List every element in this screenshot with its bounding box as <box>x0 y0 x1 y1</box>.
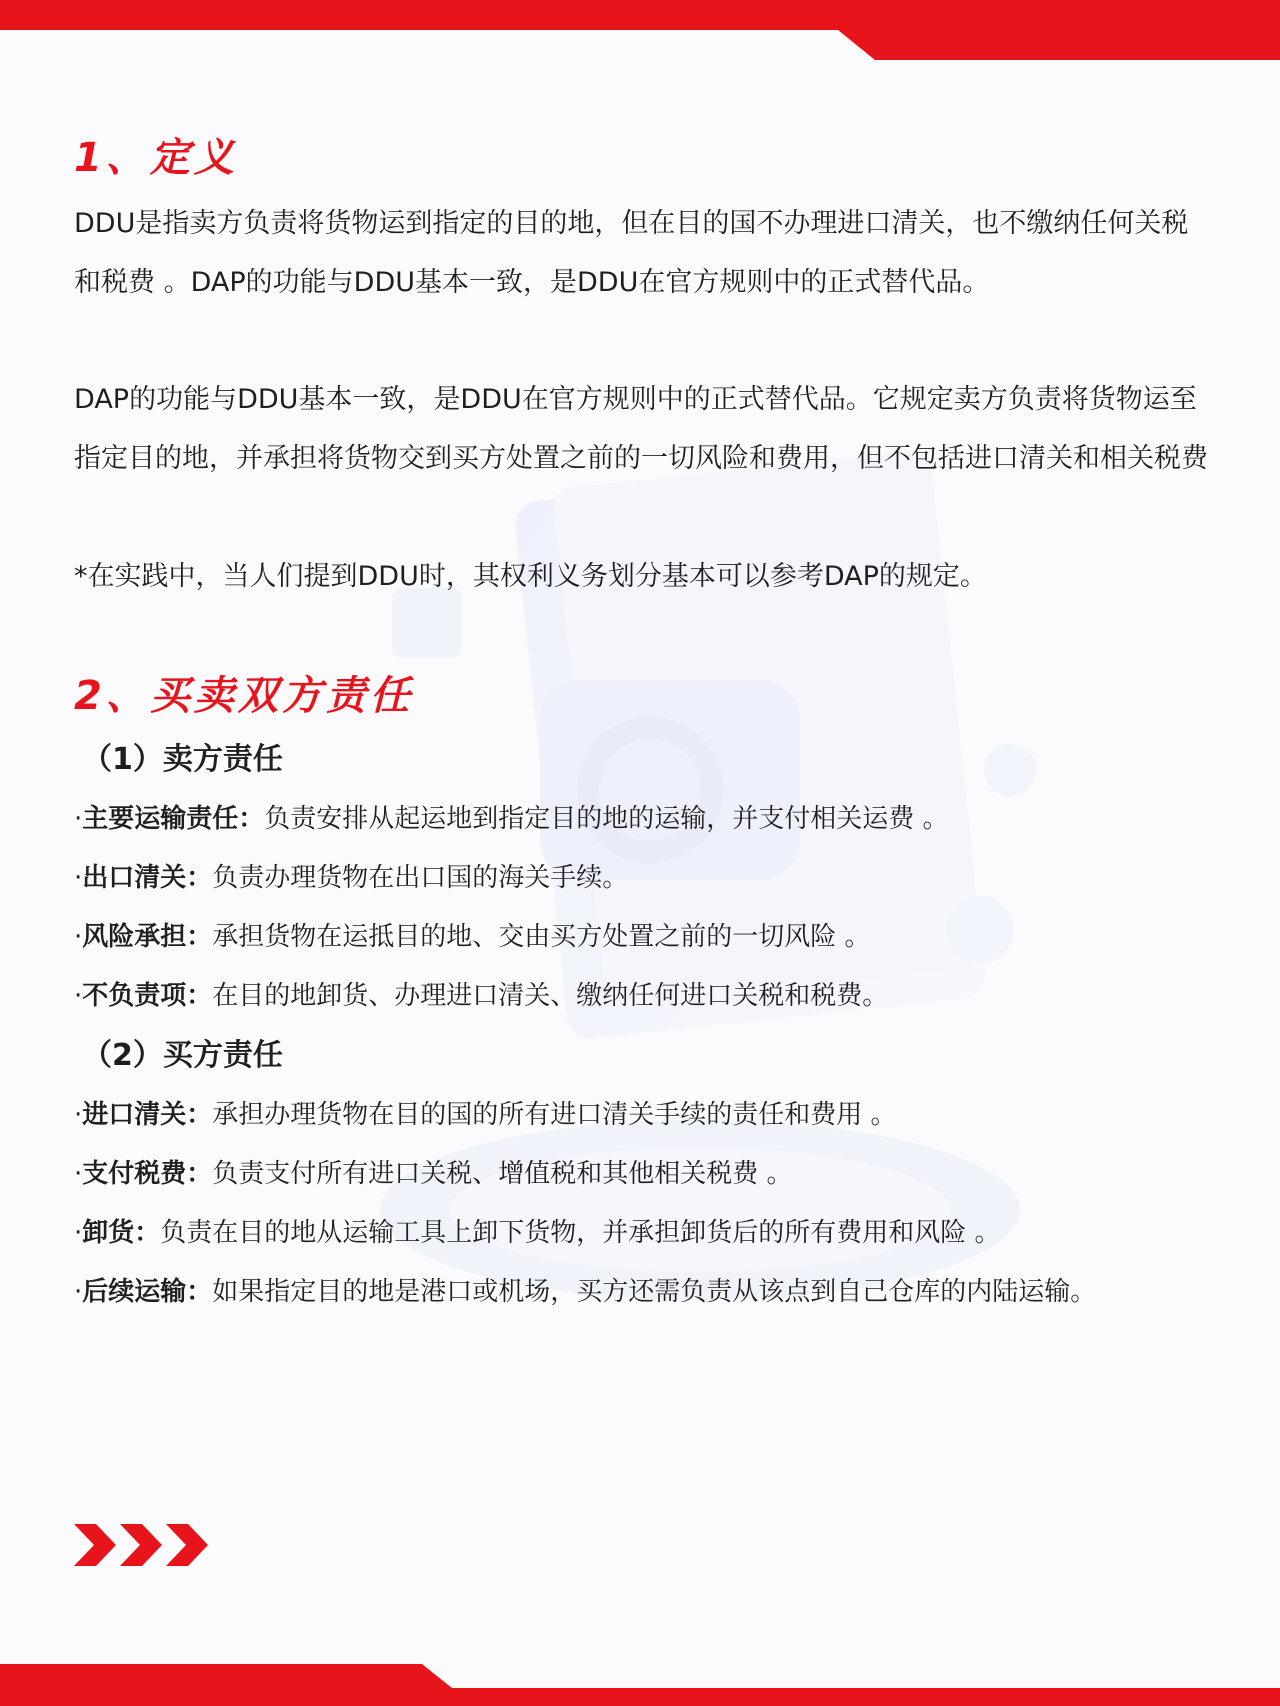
chevron-arrows-icon <box>74 1524 214 1566</box>
item-label: 后续运输： <box>82 1277 213 1307</box>
item-text: 负责安排从起运地到指定目的地的运输，并支付相关运费 。 <box>264 804 949 834</box>
seller-item <box>74 908 1214 967</box>
item-label: 进口清关： <box>82 1100 213 1130</box>
section-title-definition: 1、定义 <box>74 135 238 181</box>
bullet: · <box>74 1218 83 1248</box>
bullet: · <box>74 1100 83 1130</box>
item-label: 出口清关： <box>82 863 213 893</box>
bullet: · <box>74 863 83 893</box>
bullet: · <box>74 1159 83 1189</box>
buyer-item <box>74 1145 1214 1204</box>
item-label: 不负责项： <box>82 981 213 1011</box>
item-text: 负责支付所有进口关税、增值税和其他相关税费 。 <box>212 1159 793 1189</box>
item-text: 负责办理货物在出口国的海关手续。 <box>212 863 629 893</box>
bottom-red-bar <box>0 1650 1280 1706</box>
item-label: 支付税费： <box>82 1159 213 1189</box>
bullet: · <box>74 804 83 834</box>
seller-item <box>74 967 1214 1026</box>
item-label: 主要运输责任： <box>82 804 265 834</box>
bullet: · <box>74 922 83 952</box>
item-label: 风险承担： <box>82 922 213 952</box>
buyer-item <box>74 1204 1214 1263</box>
bullet: · <box>74 1277 83 1307</box>
item-text: 承担办理货物在目的国的所有进口清关手续的责任和费用 。 <box>212 1100 897 1130</box>
buyer-item <box>74 1086 1214 1145</box>
section-title-responsibilities: 2、买卖双方责任 <box>74 673 414 719</box>
subsection-title-buyer: （2）买方责任 <box>82 1038 283 1073</box>
item-text: 承担货物在运抵目的地、交由买方处置之前的一切风险 。 <box>212 922 871 952</box>
item-label: 卸货： <box>82 1218 161 1248</box>
definition-paragraph-2: DAP的功能与DDU基本一致，是DDU在官方规则中的正式替代品。它规定卖方负责将货物运至指定目的地，并承担将货物交到买方处置之前的一切风险和费用，但不包括进口清关和相关税费 <box>74 384 1208 474</box>
subsection-title-seller: （1）卖方责任 <box>82 742 283 777</box>
bullet: · <box>74 981 83 1011</box>
definition-paragraph-1: DDU是指卖方负责将货物运到指定的目的地，但在目的国不办理进口清关，也不缴纳任何关税和税费 。DAP的功能与DDU基本一致，是DDU在官方规则中的正式替代品。 <box>74 208 1189 298</box>
item-text: 如果指定目的地是港口或机场，买方还需负责从该点到自己仓库的内陆运输。 <box>212 1277 1097 1307</box>
item-text: 负责在目的地从运输工具上卸下货物，并承担卸货后的所有费用和风险 。 <box>160 1218 1001 1248</box>
definition-note: *在实践中，当人们提到DDU时，其权利义务划分基本可以参考DAP的规定。 <box>74 561 987 592</box>
buyer-item <box>74 1263 1214 1322</box>
item-text: 在目的地卸货、办理进口清关、缴纳任何进口关税和税费。 <box>212 981 889 1011</box>
seller-item <box>74 790 1214 849</box>
seller-item <box>74 849 1214 908</box>
top-red-bar <box>0 0 1280 60</box>
